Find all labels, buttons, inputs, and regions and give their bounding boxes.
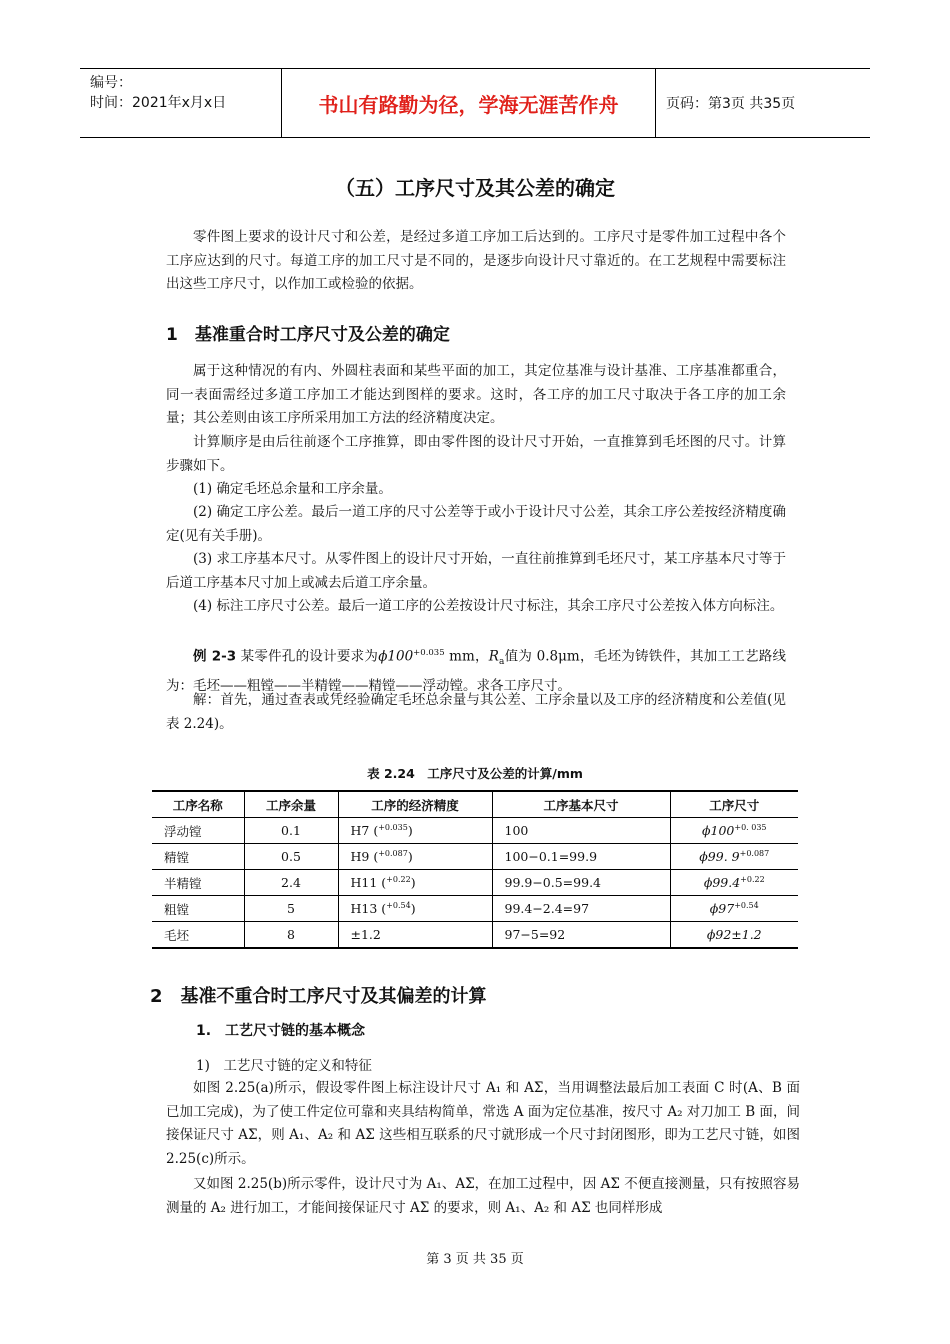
grade: H9 — [350, 849, 370, 865]
example-dimension: ϕ100 — [378, 648, 414, 665]
header-page-info: 页码：第3页 共35页 — [666, 96, 796, 112]
process-size — [670, 896, 798, 922]
process-size — [670, 844, 798, 870]
page-title: （五）工序尺寸及其公差的确定 — [335, 176, 615, 200]
step-1: (1) 确定毛坯总余量和工序余量。 — [193, 481, 392, 497]
basic-size: 99.4−2.4=97 — [492, 896, 670, 922]
size-tolerance: +0. 035 — [734, 822, 767, 832]
step-2: (2) 确定工序公差。最后一道工序的尺寸公差等于或小于设计尺寸公差，其余工序公差按经济精度确定(见有关手册)。 — [166, 504, 786, 544]
economic-precision: H9 ($^{+0.087}$) — [338, 844, 492, 870]
header-time: 时间：2021年x月x日 — [90, 95, 227, 111]
basic-size: 100 — [492, 818, 670, 844]
example-tolerance: +0.035 — [413, 648, 445, 658]
section-2-paragraph-1: 如图 2.25(a)所示，假设零件图上标注设计尺寸 A₁ 和 AΣ，当用调整法最后加工表面 C 时(A、B 面已加工完成)，为了使工件定位可靠和夹具结构简单，常选 A 面为定位基准，按尺寸 A₂ 对刀加工 B 面，间接保证尺寸 AΣ，则 A₁、A₂ 和 AΣ 这些相互联系的尺寸就形成一个尺寸封闭图形，即为工艺尺寸链，如图 2.25(c)所示。 — [166, 1080, 800, 1167]
table-row — [152, 896, 798, 922]
subsection-item: 1) 工艺尺寸链的定义和特征 — [196, 1058, 372, 1074]
table-header-row — [152, 791, 798, 818]
process-name: 毛坯 — [152, 922, 244, 949]
economic-precision: H7 ($^{+0.035}$) — [338, 818, 492, 844]
table-row — [152, 818, 798, 844]
subsection-heading: 1. 工艺尺寸链的基本概念 — [196, 1023, 366, 1039]
section-2-heading: 2 基准不重合时工序尺寸及其偏差的计算 — [150, 986, 487, 1007]
process-size — [670, 870, 798, 896]
allowance: 0.1 — [244, 818, 338, 844]
process-name: 精镗 — [152, 844, 244, 870]
column-header: 工序尺寸 — [670, 791, 798, 818]
section-1-paragraph-2: 计算顺序是由后往前逐个工序推算，即由零件图的设计尺寸开始，一直推算到毛坯图的尺寸。计算步骤如下。 — [166, 434, 786, 474]
allowance: 2.4 — [244, 870, 338, 896]
economic-precision: H13 ($^{+0.54}$) — [338, 896, 492, 922]
column-header: 工序名称 — [152, 791, 244, 818]
section-1-heading: 1 基准重合时工序尺寸及公差的确定 — [166, 325, 450, 345]
example-text-b: mm， — [444, 648, 489, 665]
table-caption: 表 2.24 工序尺寸及公差的计算/mm — [367, 766, 583, 781]
section-2-paragraph-2: 又如图 2.25(b)所示零件，设计尺寸为 A₁、AΣ，在加工过程中，因 AΣ 不便直接测量，只有按照容易测量的 A₂ 进行加工，才能间接保证尺寸 AΣ 的要求，则 A₁、A₂ 和 AΣ 也同样形成 — [166, 1176, 800, 1216]
step-3: (3) 求工序基本尺寸。从零件图上的设计尺寸开始，一直往前推算到毛坯尺寸，某工序基本尺寸等于后道工序基本尺寸加上或减去后道工序余量。 — [166, 551, 786, 591]
allowance: 8 — [244, 922, 338, 949]
intro-paragraph: 零件图上要求的设计尺寸和公差，是经过多道工序加工后达到的。工序尺寸是零件加工过程中各个工序应达到的尺寸。每道工序的加工尺寸是不同的，是逐步向设计尺寸靠近的。在工艺规程中需要标注出这些工序尺寸，以作加工或检验的依据。 — [166, 229, 786, 292]
size-value: ϕ99.4 — [703, 875, 741, 891]
step-4: (4) 标注工序尺寸公差。最后一道工序的公差按设计尺寸标注，其余工序尺寸公差按入体方向标注。 — [193, 598, 784, 614]
example-label: 例 2-3 — [193, 648, 237, 665]
example-text-c: 值为 0.8μm，毛坯为铸铁件，其加工工艺路线为：毛坯——粗镗——半精镗——精镗——浮动镗。求各工序尺寸。 — [166, 648, 786, 694]
process-size — [670, 818, 798, 844]
size-tolerance: +0.22 — [740, 874, 765, 884]
example-text-a: 某零件孔的设计要求为 — [240, 648, 379, 665]
allowance: 5 — [244, 896, 338, 922]
column-header: 工序的经济精度 — [338, 791, 492, 818]
grade-tolerance: +0.22 — [386, 874, 411, 884]
grade: H11 — [350, 875, 378, 891]
size-value: ϕ99. 9 — [699, 849, 740, 865]
grade-tolerance: +0.035 — [378, 822, 408, 832]
solution-paragraph: 解：首先，通过查表或凭经验确定毛坯总余量与其公差、工序余量以及工序的经济精度和公差值(见表 2.24)。 — [166, 692, 786, 732]
page-footer: 第 3 页 共 35 页 — [426, 1252, 524, 1267]
section-1-paragraph-1: 属于这种情况的有内、外圆柱表面和某些平面的加工，其定位基准与设计基准、工序基准都重合，同一表面需经过多道工序加工才能达到图样的要求。这时，各工序的加工尺寸取决于各工序的加工余量；其公差则由该工序所采用加工方法的经济精度决定。 — [166, 363, 786, 426]
header-motto: 书山有路勤为径，学海无涯苦作舟 — [318, 92, 619, 117]
table-row — [152, 922, 798, 949]
process-size-table — [152, 790, 798, 949]
process-name: 浮动镗 — [152, 818, 244, 844]
table-row — [152, 870, 798, 896]
process-name: 半精镗 — [152, 870, 244, 896]
grade-tolerance: +0.54 — [386, 900, 411, 910]
grade-tolerance: +0.087 — [378, 848, 408, 858]
table-row — [152, 844, 798, 870]
size-tolerance: +0.087 — [739, 848, 770, 858]
grade: H13 — [350, 901, 378, 917]
basic-size: 99.9−0.5=99.4 — [492, 870, 670, 896]
process-name: 粗镗 — [152, 896, 244, 922]
economic-precision: H11 ($^{+0.22}$) — [338, 870, 492, 896]
basic-size: 100−0.1=99.9 — [492, 844, 670, 870]
size-tolerance: +0.54 — [734, 900, 759, 910]
column-header: 工序余量 — [244, 791, 338, 818]
allowance: 0.5 — [244, 844, 338, 870]
economic-precision: ±1.2 — [338, 922, 492, 949]
header-meta — [90, 73, 280, 113]
column-header: 工序基本尺寸 — [492, 791, 670, 818]
roughness-symbol: R — [488, 648, 499, 665]
header-divider — [655, 69, 656, 137]
size-value: ϕ92±1.2 — [706, 927, 762, 942]
header-number: 编号： — [90, 75, 132, 91]
size-value: ϕ97 — [709, 901, 735, 917]
basic-size: 97−5=92 — [492, 922, 670, 949]
page-header — [80, 68, 870, 138]
size-value: ϕ100 — [701, 823, 735, 839]
roughness-subscript: a — [498, 657, 505, 668]
grade: H7 — [350, 823, 370, 839]
process-size — [670, 922, 798, 949]
